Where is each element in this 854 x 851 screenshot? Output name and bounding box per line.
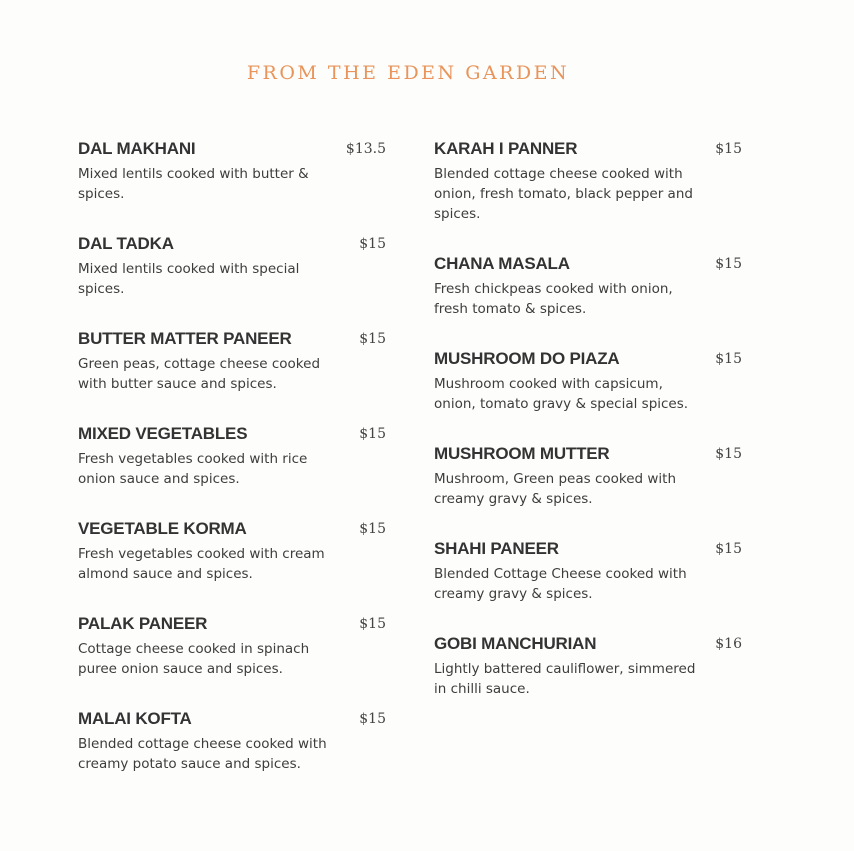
item-description: Fresh chickpeas cooked with onion, fresh tomato & spices.	[434, 281, 673, 317]
item-price: $15	[715, 256, 742, 272]
menu-item	[434, 443, 744, 509]
menu-item	[78, 423, 388, 489]
item-price: $15	[359, 331, 386, 347]
menu-column-left	[78, 138, 388, 803]
item-description: Mixed lentils cooked with butter & spices.	[78, 166, 309, 202]
item-description: Mushroom cooked with capsicum, onion, tomato gravy & special spices.	[434, 376, 689, 412]
menu-item	[78, 233, 388, 299]
item-name: BUTTER MATTER PANEER	[78, 329, 292, 348]
item-description: Cottage cheese cooked in spinach puree onion sauce and spices.	[78, 641, 310, 677]
item-price: $15	[359, 711, 386, 727]
item-name: PALAK PANEER	[78, 614, 208, 633]
menu-item	[78, 138, 388, 204]
item-name: DAL TADKA	[78, 234, 174, 253]
item-description: Fresh vegetables cooked with rice onion sauce and spices.	[78, 451, 308, 487]
item-price: $15	[715, 541, 742, 557]
item-price: $15	[359, 426, 386, 442]
menu-item	[434, 633, 744, 699]
item-name: VEGETABLE KORMA	[78, 519, 247, 538]
item-description: Green peas, cottage cheese cooked with butter sauce and spices.	[78, 356, 321, 392]
item-price: $15	[715, 351, 742, 367]
menu-item	[78, 518, 388, 584]
menu-column-right	[434, 138, 744, 728]
item-price: $15	[715, 446, 742, 462]
item-name: CHANA MASALA	[434, 254, 570, 273]
item-name: KARAH I PANNER	[434, 139, 578, 158]
item-price: $15	[359, 616, 386, 632]
item-price: $15	[715, 141, 742, 157]
item-description: Mixed lentils cooked with special spices.	[78, 261, 300, 297]
menu-item	[78, 328, 388, 394]
menu-item	[434, 538, 744, 604]
item-description: Mushroom, Green peas cooked with creamy gravy & spices.	[434, 471, 677, 507]
item-description: Lightly battered cauliflower, simmered in chilli sauce.	[434, 661, 696, 697]
item-name: MUSHROOM DO PIAZA	[434, 349, 620, 368]
item-price: $15	[359, 521, 386, 537]
menu-item	[78, 708, 388, 774]
item-description: Fresh vegetables cooked with cream almond sauce and spices.	[78, 546, 325, 582]
item-price: $13.5	[345, 141, 386, 157]
item-description: Blended cottage cheese cooked with onion, fresh tomato, black pepper and spices.	[434, 166, 693, 222]
item-name: SHAHI PANEER	[434, 539, 559, 558]
item-description: Blended Cottage Cheese cooked with creamy gravy & spices.	[434, 566, 687, 602]
item-name: DAL MAKHANI	[78, 139, 196, 158]
item-name: MALAI KOFTA	[78, 709, 192, 728]
item-price: $16	[715, 636, 742, 652]
section-title: FROM THE EDEN GARDEN	[246, 62, 570, 84]
item-name: GOBI MANCHURIAN	[434, 634, 597, 653]
menu-item	[78, 613, 388, 679]
menu-item	[434, 253, 744, 319]
item-name: MUSHROOM MUTTER	[434, 444, 610, 463]
menu-item	[434, 138, 744, 224]
item-name: MIXED VEGETABLES	[78, 424, 248, 443]
item-description: Blended cottage cheese cooked with creamy potato sauce and spices.	[78, 736, 327, 772]
item-price: $15	[359, 236, 386, 252]
menu-item	[434, 348, 744, 414]
